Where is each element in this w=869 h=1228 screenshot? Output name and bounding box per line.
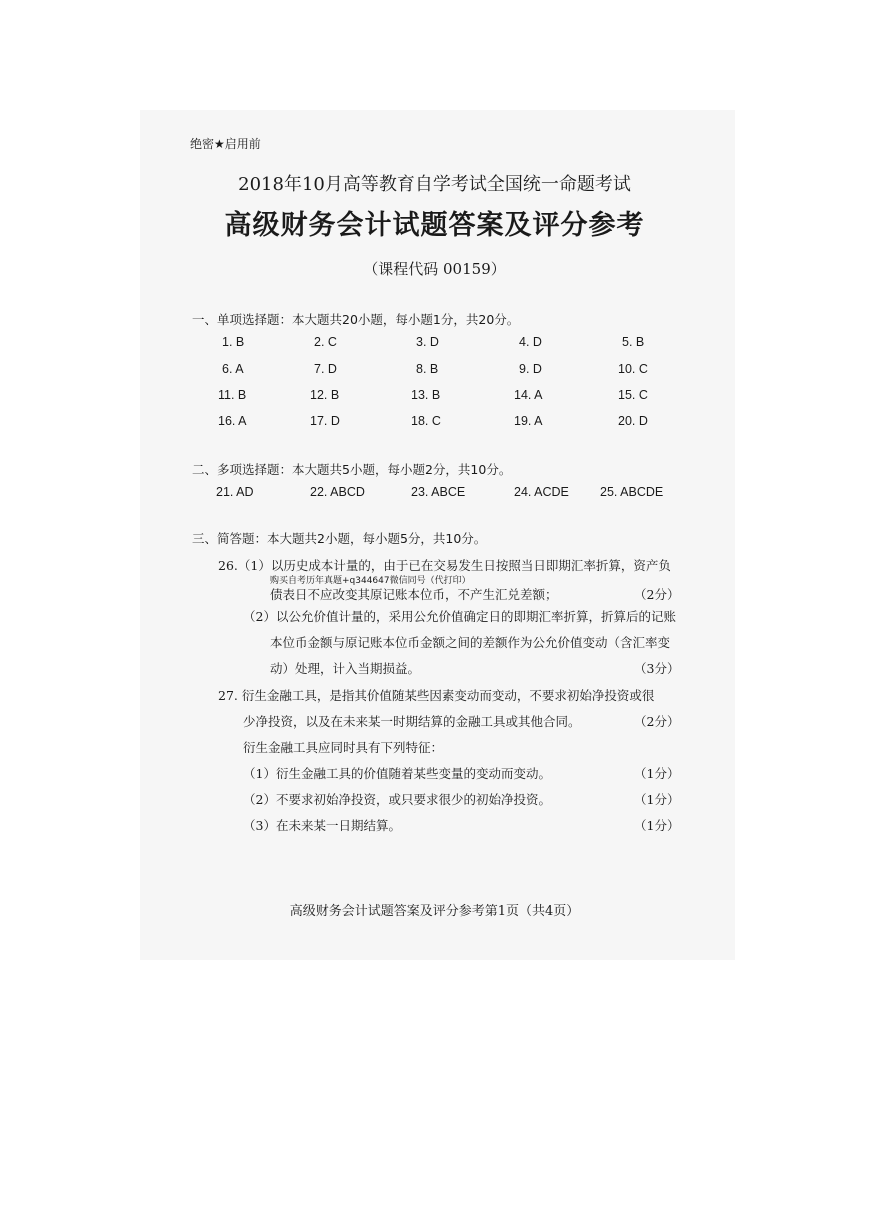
answer-23: 23. ABCE <box>411 485 466 499</box>
q26-p2-line1: （2）以公允价值计量的，采用公允价值确定日的即期汇率折算，折算后的记账 <box>243 609 676 624</box>
answer-20: 20. D <box>618 414 648 428</box>
page-title: 高级财务会计试题答案及评分参考 <box>224 210 645 241</box>
exam-name: 2018年10月高等教育自学考试全国统一命题考试 <box>238 174 631 195</box>
q27-item1-score: （1分） <box>634 766 680 781</box>
q27-line3: 衍生金融工具应同时具有下列特征： <box>243 740 444 755</box>
answer-22: 22. ABCD <box>310 485 365 499</box>
course-code: （课程代码 00159） <box>363 260 506 278</box>
q26-p1-line2: 债表日不应改变其原记账本位币，不产生汇兑差额； <box>270 587 558 602</box>
page-footer: 高级财务会计试题答案及评分参考第1页（共4页） <box>289 904 580 919</box>
answer-6: 6. A <box>222 362 244 376</box>
answer-21: 21. AD <box>216 485 254 499</box>
answer-7: 7. D <box>314 362 337 376</box>
answer-4: 4. D <box>519 335 542 349</box>
section3-heading: 三、简答题：本大题共2小题，每小题5分，共10分。 <box>192 531 487 546</box>
answer-10: 10. C <box>618 362 648 376</box>
q26-p2-score: （3分） <box>634 661 680 676</box>
confidential-mark: 绝密★启用前 <box>190 137 261 151</box>
answer-13: 13. B <box>411 388 441 402</box>
answer-1: 1. B <box>222 335 245 349</box>
answer-12: 12. B <box>310 388 340 402</box>
q27-item3-score: （1分） <box>634 818 680 833</box>
answer-19: 19. A <box>514 414 543 428</box>
answer-8: 8. B <box>416 362 439 376</box>
q26-p2-line3: 动）处理，计入当期损益。 <box>270 661 421 676</box>
answer-14: 14. A <box>514 388 543 402</box>
q27-item3: （3）在未来某一日期结算。 <box>243 818 401 833</box>
answer-3: 3. D <box>416 335 439 349</box>
q27-item1: （1）衍生金融工具的价值随着某些变量的变动而变动。 <box>243 766 551 781</box>
answer-2: 2. C <box>314 335 337 349</box>
answer-5: 5. B <box>622 335 645 349</box>
q27-item2: （2）不要求初始净投资，或只要求很少的初始净投资。 <box>243 792 551 807</box>
q26-p2-line2: 本位币金额与原记账本位币金额之间的差额作为公允价值变动（含汇率变 <box>270 635 671 650</box>
q27-line2: 少净投资，以及在未来某一时期结算的金融工具或其他合同。 <box>243 714 581 729</box>
q26-p1-score: （2分） <box>634 587 680 602</box>
q27-line2-score: （2分） <box>634 714 680 729</box>
answer-24: 24. ACDE <box>514 485 569 499</box>
section1-heading: 一、单项选择题：本大题共20小题，每小题1分，共20分。 <box>192 312 520 327</box>
answer-25: 25. ABCDE <box>600 485 664 499</box>
answer-15: 15. C <box>618 388 648 402</box>
answer-16: 16. A <box>218 414 247 428</box>
answer-11: 11. B <box>218 388 247 402</box>
q26-p1-line1: 26.（1）以历史成本计量的，由于已在交易发生日按照当日即期汇率折算，资产负 <box>218 558 671 573</box>
section2-heading: 二、多项选择题：本大题共5小题，每小题2分，共10分。 <box>192 462 512 477</box>
watermark-text: 购买自考历年真题+q344647微信同号（代打印） <box>270 576 471 586</box>
answer-17: 17. D <box>310 414 340 428</box>
q27-item2-score: （1分） <box>634 792 680 807</box>
q27-line1: 27. 衍生金融工具，是指其价值随某些因素变动而变动，不要求初始净投资或很 <box>218 688 655 703</box>
answer-9: 9. D <box>519 362 542 376</box>
answer-18: 18. C <box>411 414 441 428</box>
